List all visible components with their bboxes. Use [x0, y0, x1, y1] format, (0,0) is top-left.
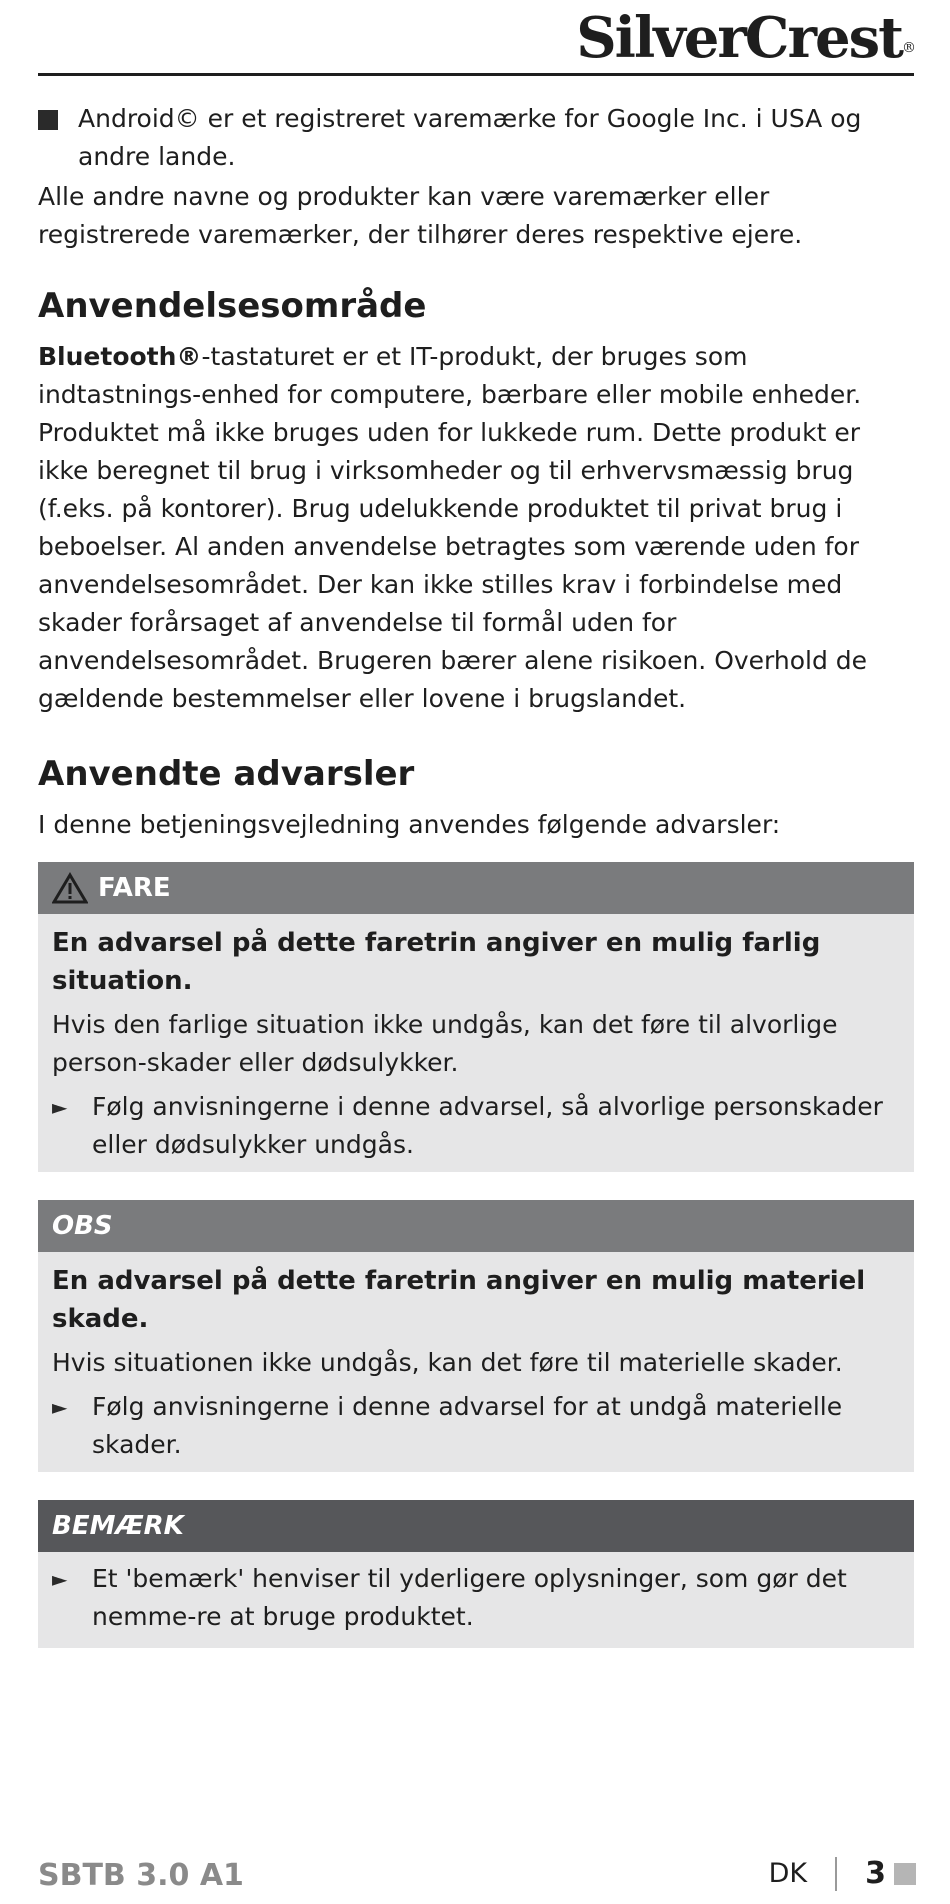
- arrow-right-icon: ►: [52, 1095, 68, 1119]
- warning-triangle-icon: [52, 872, 88, 904]
- warnings-intro: I denne betjeningsvejledning anvendes følgende advarsler:: [38, 810, 781, 839]
- brand-logo: [576, 6, 916, 70]
- note-box: [38, 1500, 914, 1648]
- fare-box: [38, 862, 914, 1172]
- fare-instruction-text: Følg anvisningerne i denne advarsel, så alvorlige personskader eller dødsulykker undgås.: [92, 1092, 883, 1159]
- fare-body: [38, 914, 914, 1172]
- note-label: BEMÆRK: [52, 1511, 184, 1541]
- trademark-note: Alle andre navne og produkter kan være varemærker eller registrerede varemærker, der tilhører deres respektive ejere.: [38, 182, 803, 249]
- android-text: Android© er et registreret varemærke for Google Inc. i USA og andre lande.: [78, 104, 862, 171]
- language-code: DK: [768, 1858, 808, 1889]
- logo-text: SilverCrest: [576, 5, 902, 71]
- obs-body: [38, 1252, 914, 1472]
- arrow-right-icon: ►: [52, 1567, 68, 1591]
- obs-instruction: [52, 1388, 900, 1464]
- warnings-heading: Anvendte advarsler: [38, 754, 415, 794]
- obs-instruction-text: Følg anvisningerne i denne advarsel for at undgå materielle skader.: [92, 1392, 843, 1459]
- note-header: [38, 1500, 914, 1552]
- obs-label: OBS: [52, 1211, 113, 1241]
- note-body: [38, 1552, 914, 1648]
- model-number: SBTB 3.0 A1: [38, 1858, 244, 1893]
- obs-bold: En advarsel på dette faretrin angiver en mulig materiel skade.: [52, 1266, 866, 1334]
- usage-body: -tastaturet er et IT-produkt, der bruges som indtastnings-enhed for computere, bærbare eller mobile enheder. Produktet må ikke bruges uden for lukkede rum. Dette produkt er ikke beregnet til brug i virksomheder og til erhvervsmæssig brug (f.eks. på kontorer). Brug udelukkende produktet til privat brug i beboelser. Al anden anvendelse betragtes som værende uden for anvendelsesområdet. Der kan ikke stilles krav i forbindelse med skader forårsaget af anvendelse til formål uden for anvendelsesområdet. Brugeren bærer alene risikoen. Overhold de gældende bestemmelser eller lovene i brugslandet.: [38, 342, 868, 713]
- fare-header: [38, 862, 914, 914]
- note-instruction: [52, 1560, 900, 1636]
- obs-box: [38, 1200, 914, 1472]
- bluetooth-word: Bluetooth®: [38, 342, 202, 371]
- fare-instruction: [52, 1088, 900, 1164]
- footer-divider: [835, 1857, 837, 1891]
- fare-text: Hvis den farlige situation ikke undgås, kan det føre til alvorlige person-skader eller dødsulykker.: [52, 1010, 838, 1077]
- android-bullet: [38, 100, 914, 176]
- registered-mark: ®: [902, 40, 916, 56]
- page-content: [38, 100, 914, 1648]
- obs-header: [38, 1200, 914, 1252]
- obs-text: Hvis situationen ikke undgås, kan det føre til materielle skader.: [52, 1348, 843, 1377]
- usage-heading: Anvendelsesområde: [38, 286, 427, 326]
- page-square-icon: [894, 1863, 916, 1885]
- fare-bold: En advarsel på dette faretrin angiver en mulig farlig situation.: [52, 928, 821, 996]
- page-number: 3: [865, 1856, 886, 1891]
- fare-label: FARE: [98, 873, 171, 903]
- page-footer: [769, 1856, 916, 1891]
- arrow-right-icon: ►: [52, 1395, 68, 1419]
- header-rule: [38, 73, 914, 76]
- note-instruction-text: Et 'bemærk' henviser til yderligere oplysninger, som gør det nemme-re at bruge produktet.: [92, 1564, 847, 1631]
- square-bullet-icon: [38, 110, 58, 130]
- usage-text: [38, 338, 914, 718]
